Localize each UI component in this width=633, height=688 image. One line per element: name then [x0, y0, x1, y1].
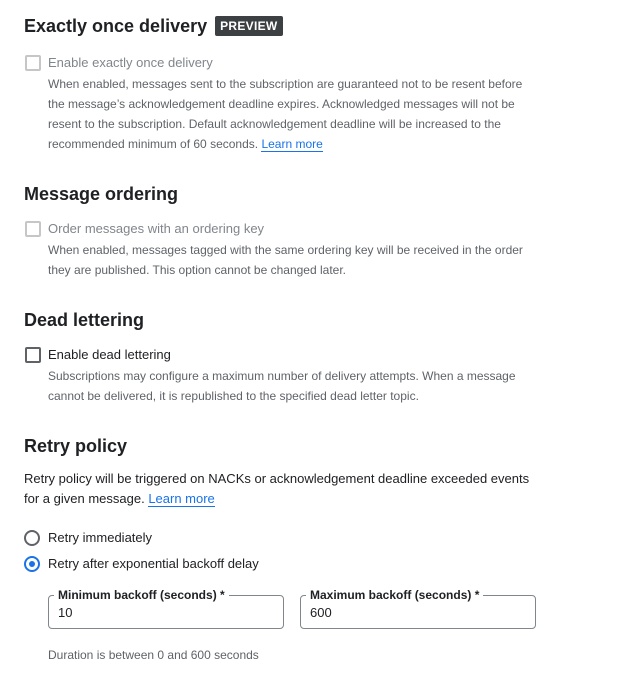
- retry-immediately-radio[interactable]: [24, 530, 40, 546]
- ordering-key-checkbox-label: Order messages with an ordering key: [48, 221, 265, 236]
- exactly-once-title: Exactly once delivery PREVIEW: [24, 15, 283, 37]
- retry-policy-title: Retry policy: [24, 436, 128, 456]
- dead-lettering-checkbox[interactable]: [25, 347, 41, 363]
- dead-lettering-help: Subscriptions may configure a maximum number of delivery attempts. When a message cannot be delivered, it is republished to the specified dead letter topic.: [48, 369, 516, 403]
- retry-policy-description: Retry policy will be triggered on NACKs or acknowledgement deadline exceeded events for a given message. Learn more: [24, 471, 530, 506]
- exactly-once-section: [24, 15, 283, 37]
- exactly-once-help: When enabled, messages sent to the subscription are guaranteed not to be resent before the message’s acknowledgement deadline expires. Acknowledged messages will not be resent to the subscription. Default acknowledgement deadline will be increased to the recommended minimum of 60 seconds. Learn more: [48, 77, 523, 151]
- retry-policy-learn-more-link[interactable]: Learn more: [148, 491, 215, 506]
- retry-backoff-label: Retry after exponential backoff delay: [48, 556, 259, 571]
- retry-immediately-label: Retry immediately: [48, 530, 153, 545]
- min-backoff-input[interactable]: 10: [58, 605, 73, 620]
- exactly-once-learn-more-link[interactable]: Learn more: [261, 137, 323, 151]
- dead-lettering-title: Dead lettering: [24, 310, 145, 330]
- message-ordering-help: When enabled, messages tagged with the same ordering key will be received in the order they are published. This option cannot be changed later.: [48, 243, 523, 277]
- max-backoff-label: Maximum backoff (seconds) *: [306, 588, 483, 602]
- dead-lettering-checkbox-label: Enable dead lettering: [48, 347, 171, 362]
- retry-backoff-radio[interactable]: [24, 556, 40, 572]
- preview-badge: PREVIEW: [215, 16, 282, 36]
- message-ordering-title: Message ordering: [24, 184, 179, 204]
- duration-hint: Duration is between 0 and 600 seconds: [48, 648, 259, 662]
- min-backoff-label: Minimum backoff (seconds) *: [54, 588, 229, 602]
- max-backoff-input[interactable]: 600: [310, 605, 332, 620]
- exactly-once-checkbox[interactable]: [25, 55, 41, 71]
- ordering-key-checkbox[interactable]: [25, 221, 41, 237]
- exactly-once-checkbox-label: Enable exactly once delivery: [48, 55, 213, 70]
